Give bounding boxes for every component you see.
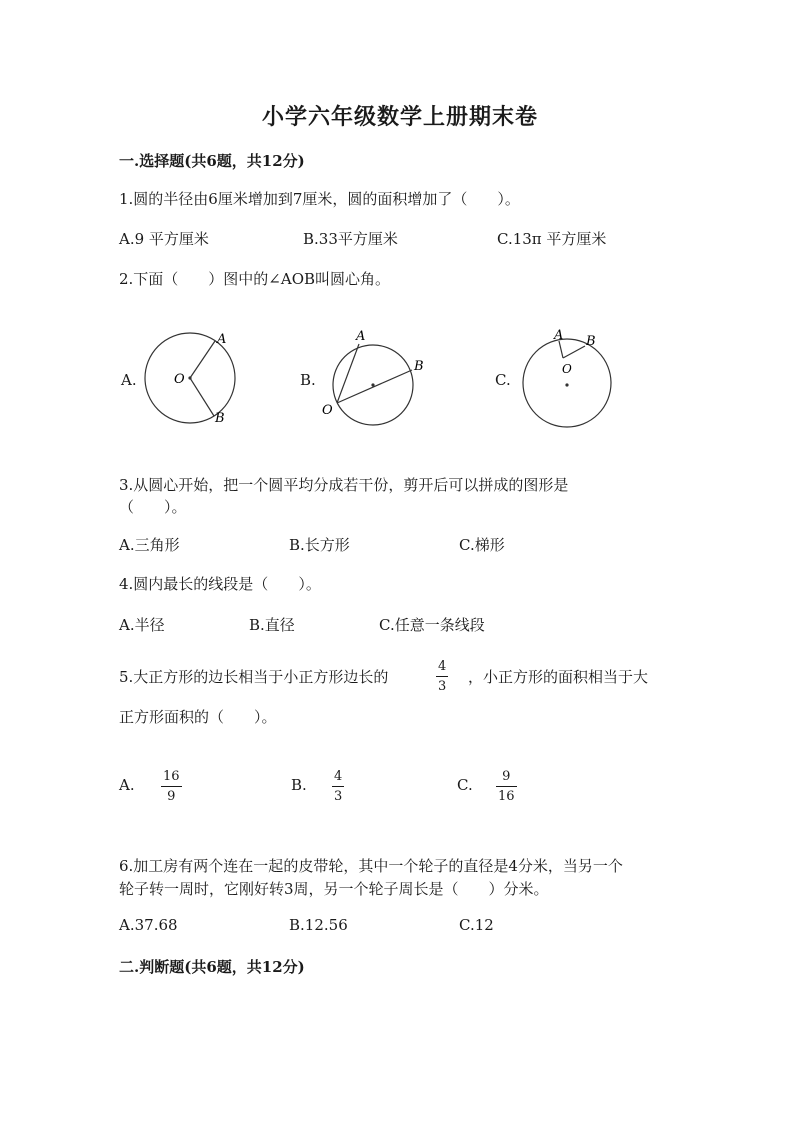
label-a: A xyxy=(554,328,564,343)
label-o: O xyxy=(174,372,185,387)
question-2: 2.下面（ ）图中的∠AOB叫圆心角。 xyxy=(119,270,391,288)
q2-diagram-b xyxy=(315,325,435,435)
center-point xyxy=(371,383,374,386)
q5-option-a[interactable]: A. xyxy=(119,776,135,794)
q5-option-b-fraction xyxy=(332,770,344,803)
label-b: B xyxy=(586,334,596,349)
circle-outline xyxy=(523,339,611,427)
q3-option-c[interactable]: C.梯形 xyxy=(459,536,505,554)
section-1-heading: 一.选择题(共6题，共12分) xyxy=(119,152,305,170)
q2-option-a[interactable]: A. xyxy=(121,371,137,389)
fraction-bar xyxy=(161,786,182,787)
q2-diagram-c xyxy=(512,325,632,435)
fraction-denominator: 3 xyxy=(334,789,343,804)
label-a: A xyxy=(356,329,366,344)
question-6-line-2: 轮子转一周时，它刚好转3周，另一个轮子周长是（ ）分米。 xyxy=(119,880,549,898)
question-6-line-1: 6.加工房有两个连在一起的皮带轮，其中一个轮子的直径是4分米，当另一个 xyxy=(119,857,623,875)
fraction-numerator: 9 xyxy=(502,769,511,784)
page-title: 小学六年级数学上册期末卷 xyxy=(261,104,538,130)
q5-option-a-fraction xyxy=(161,770,182,803)
label-a: A xyxy=(217,332,227,347)
q4-option-c[interactable]: C.任意一条线段 xyxy=(379,616,485,634)
q4-option-b[interactable]: B.直径 xyxy=(249,616,295,634)
fraction-denominator: 16 xyxy=(498,789,515,804)
fraction-denominator: 9 xyxy=(167,789,176,804)
fraction-bar xyxy=(496,786,517,787)
q6-option-b[interactable]: B.12.56 xyxy=(289,916,348,934)
section-2-heading: 二.判断题(共6题，共12分) xyxy=(119,958,305,976)
segment-oa xyxy=(559,341,563,358)
q1-option-a[interactable]: A.9 平方厘米 xyxy=(119,230,209,248)
q3-option-b[interactable]: B.长方形 xyxy=(289,536,350,554)
fraction-numerator: 4 xyxy=(438,659,447,674)
fraction-numerator: 4 xyxy=(334,769,343,784)
q6-option-c[interactable]: C.12 xyxy=(459,916,494,934)
question-5-text-before: 5.大正方形的边长相当于小正方形边长的 xyxy=(119,668,389,686)
fraction-bar xyxy=(436,676,448,677)
radius-ob xyxy=(190,378,214,416)
q3-option-a[interactable]: A.三角形 xyxy=(119,536,180,554)
label-b: B xyxy=(215,411,225,426)
q1-option-c[interactable]: C.13π 平方厘米 xyxy=(497,230,607,248)
label-o: O xyxy=(322,403,333,418)
label-o: O xyxy=(562,362,572,376)
question-3-line-2: （ ）。 xyxy=(119,498,187,516)
q5-fraction xyxy=(436,660,448,693)
chord-ob xyxy=(337,370,412,403)
fraction-denominator: 3 xyxy=(438,679,447,694)
q1-option-b[interactable]: B.33平方厘米 xyxy=(303,230,398,248)
q5-option-b[interactable]: B. xyxy=(291,776,307,794)
segment-ob xyxy=(563,346,585,358)
q2-option-b[interactable]: B. xyxy=(300,371,316,389)
question-5-line-2: 正方形面积的（ ）。 xyxy=(119,708,277,726)
q5-option-c[interactable]: C. xyxy=(457,776,473,794)
q2-diagram-a xyxy=(140,328,260,438)
q2-option-c[interactable]: C. xyxy=(495,371,511,389)
center-point xyxy=(188,376,191,379)
question-1: 1.圆的半径由6厘米增加到7厘米，圆的面积增加了（ ）。 xyxy=(119,190,520,208)
radius-oa xyxy=(190,341,215,378)
label-b: B xyxy=(414,359,424,374)
q4-option-a[interactable]: A.半径 xyxy=(119,616,165,634)
question-5-text-after: ，小正方形的面积相当于大 xyxy=(468,668,649,686)
q5-option-c-fraction xyxy=(496,770,517,803)
fraction-numerator: 16 xyxy=(163,769,180,784)
q6-option-a[interactable]: A.37.68 xyxy=(119,916,178,934)
question-3-line-1: 3.从圆心开始，把一个圆平均分成若干份，剪开后可以拼成的图形是 xyxy=(119,476,569,494)
question-4: 4.圆内最长的线段是（ ）。 xyxy=(119,575,321,593)
center-point xyxy=(565,383,568,386)
fraction-bar xyxy=(332,786,344,787)
